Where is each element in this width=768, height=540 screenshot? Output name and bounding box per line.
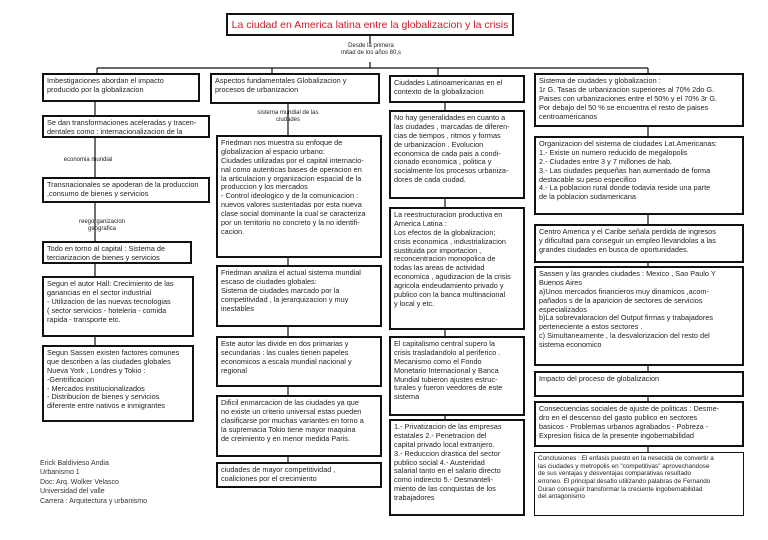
col4-consequences-box: Consecuencias sociales de ajuste de politicas : Desme- dro en el descenso del gasto publico en sectores basicos - Problemas urbanos agrabados - Pobreza - Expresion fisica de la presente ingobernabilidad [534,401,744,447]
col1-world-economy-label: economia mundial [63,157,113,163]
author-credits: Erick Baldivieso Andia Urbanismo 1 Doc: Arq. Wolker Velasco Universidad del valle Carrera : Arquitectura y urbanismo [40,460,147,505]
diagram-title: La ciudad en America latina entre la globalizacion y la crisis [226,13,514,36]
col3-privatization-box: 1.- Privatizacion de las empresas estatales 2.- Penetracion del capital privado local extranjero. 3.- Reduccion drastica del sector publico social 4.- Austeridad salarial tanto en el salario directo como indirecto 5.- Desmanteli- miento de las conquistas de los trabajadores [389,419,525,516]
col1-hall-box: Segun el autor Hall: Crecimiento de las ganancias en el sector industrial - Utilizacion de las nuevas tecnologias ( sector servicios - hoteleria - comida rapida - transporte etc. [42,276,194,337]
col3-capitalism-box: El capitalismo central supero la crisis trasladandolo al periferico . Mecanismo como el Fondo Monetario Internacional y Banca Mundial tubieron ajustes estruc- turales y fueron veedores de este sistema [389,336,525,416]
col1-transformations-box: Se dan transformaciones aceleradas y tracen- dentales como : internacionalizacion de la [42,115,210,138]
col2-friedman-analysis-box: Friedman analiza el actual sistema mundial escaso de ciudades globales: Sistema de ciudades marcado por la competitividad , la jerarquizacion y muy inestables [216,265,382,327]
col2-competitiveness-box: ciudades de mayor competitividad , coaliciones por el crecimiento [216,462,382,488]
col3-generalities-box: No hay generalidades en cuanto a las ciudades , marcadas de diferen- cias de tiempos , ritmos y formas de urbanizacion . Evolucion economica de cada pais a condi- cionado economica , politica y socialmente los procesos urbaniza- dores de cada ciudad. [389,110,525,199]
col2-aspects-box: Aspectos fundamentales Globalizacion y procesos de urbanizacion [210,73,380,104]
col3-latin-cities-box: Ciudades Latinoamericanas en el contexto de la globalizacion [389,75,525,103]
col2-classification-box: Dificil enmarcacion de las ciudades ya que no existe un criterio universal estas pueden clasificarse por muchas variantes en torno a la supremacia Tokio tiene mayor maquina de creimiento y en menor medida Paris. [216,395,382,457]
col4-impact-box: Impacto del proceso de globalizacion [534,371,744,397]
col4-conclusions-box: Conclusiones : El enfasis puesto en la nesecida de convertir a las ciudades y metropolis en "competitivas" aprovechandose de sus ventajas y desventajas comparativas resultado erroneo. El principal desafio utilizando palabras de Fernando Duran conseguir transformar la creciente ingobernabilidad del antagonismo [534,452,744,516]
col1-transnationals-box: Transnacionales se apoderan de la produccion ,consumo de bienes y servicios [42,177,210,203]
col4-organization-box: Organizacion del sistema de ciudades Lat.Americanas: 1.- Existe un numero reducido de megalopolis 2.- Ciudades entre 3 y 7 millones de hab. 3.- Las ciudades pequeñas han aumentado de forma destacable su peso especifico 4.- La poblacion rural donde todavia reside una parte de la poblacion sudamericana [534,136,744,215]
col1-geographic-reorg-label: reegorganizacion geografica [78,219,126,232]
col1-capital-box: Todo en torno al capital : Sistema de terciarizacion de bienes y servicios [42,241,192,264]
col4-city-system-box: Sistema de ciudades y globalizacion : 1r G. Tasas de urbanizacion superiores al 70% 2do G. Paises con urbanizaciones entre el 50% y el 70% 3r G. Por debajo del 50 % se encuentra el resto de paises centroamericanos [534,73,744,127]
col3-restructuring-box: La reestructuracion productiva en America Latina : Los efectos de la globalizacion; crisis economica , industrializacion sustituida por importacion , reconcentracion monopolica de todas las areas de actividad economica , agudizacion de la crisis agricola endeudamiento privado y publico con la banca multinacional y local y etc. [389,207,525,330]
col4-caribbean-box: Centro America y el Caribe señala perdida de ingresos y dificultad para conseguir un empleo llevandolas a las grandes ciudades en busca de oportunidades. [534,224,744,263]
col2-world-system-label: sistema mundial de las ciudades [257,110,319,123]
subtitle-label: Desde la primera mitad de los años 80,s [340,43,402,56]
col1-sassen-box: Segun Sassen existen factores comunes que describen a las ciudades globales Nueva York , Londres y Tokio : -Gentrificacion - Mercados institucionalizados - Distribucion de bienes y servicios diferente entre nativos e inmigrantes [42,345,194,422]
col2-divides-box: Este autor las divide en dos primarias y secundarias : las cuales tienen papeles economicos a escala mundial nacional y regional [216,336,382,387]
col1-investigations-box: Imbestigaciones abordan el impacto producido por la globalizacion [42,73,200,102]
col4-sassen-cities-box: Sassen y las grandes ciudades : Mexico , Sao Paulo Y Buenos Aires a)Unos mercados financieros muy dinamicos ,acom- pañados s de la aparicion de sectores de servicios especializados b)La sobrevaloracion del Output firmas y trabajadores perteneciente a estos sectores . c) Simultaneamente , la desvalorizacion del resto del sistema economico [534,266,744,366]
col2-friedman-approach-box: Friedman nos muestra su enfoque de globalizacion al espacio urbano: Ciudades utilizadas por el capital internacio- nal como autenticas bases de operacion en la articulacion y organizacion espacial de la produccion y los mercados - Control ideologico y de la comunicacion : nuevos valores sustentadas por esta nueva clase social dominante la cual se caracteriza por un territorio no concreto y la no identifi- cacion. [216,135,382,258]
